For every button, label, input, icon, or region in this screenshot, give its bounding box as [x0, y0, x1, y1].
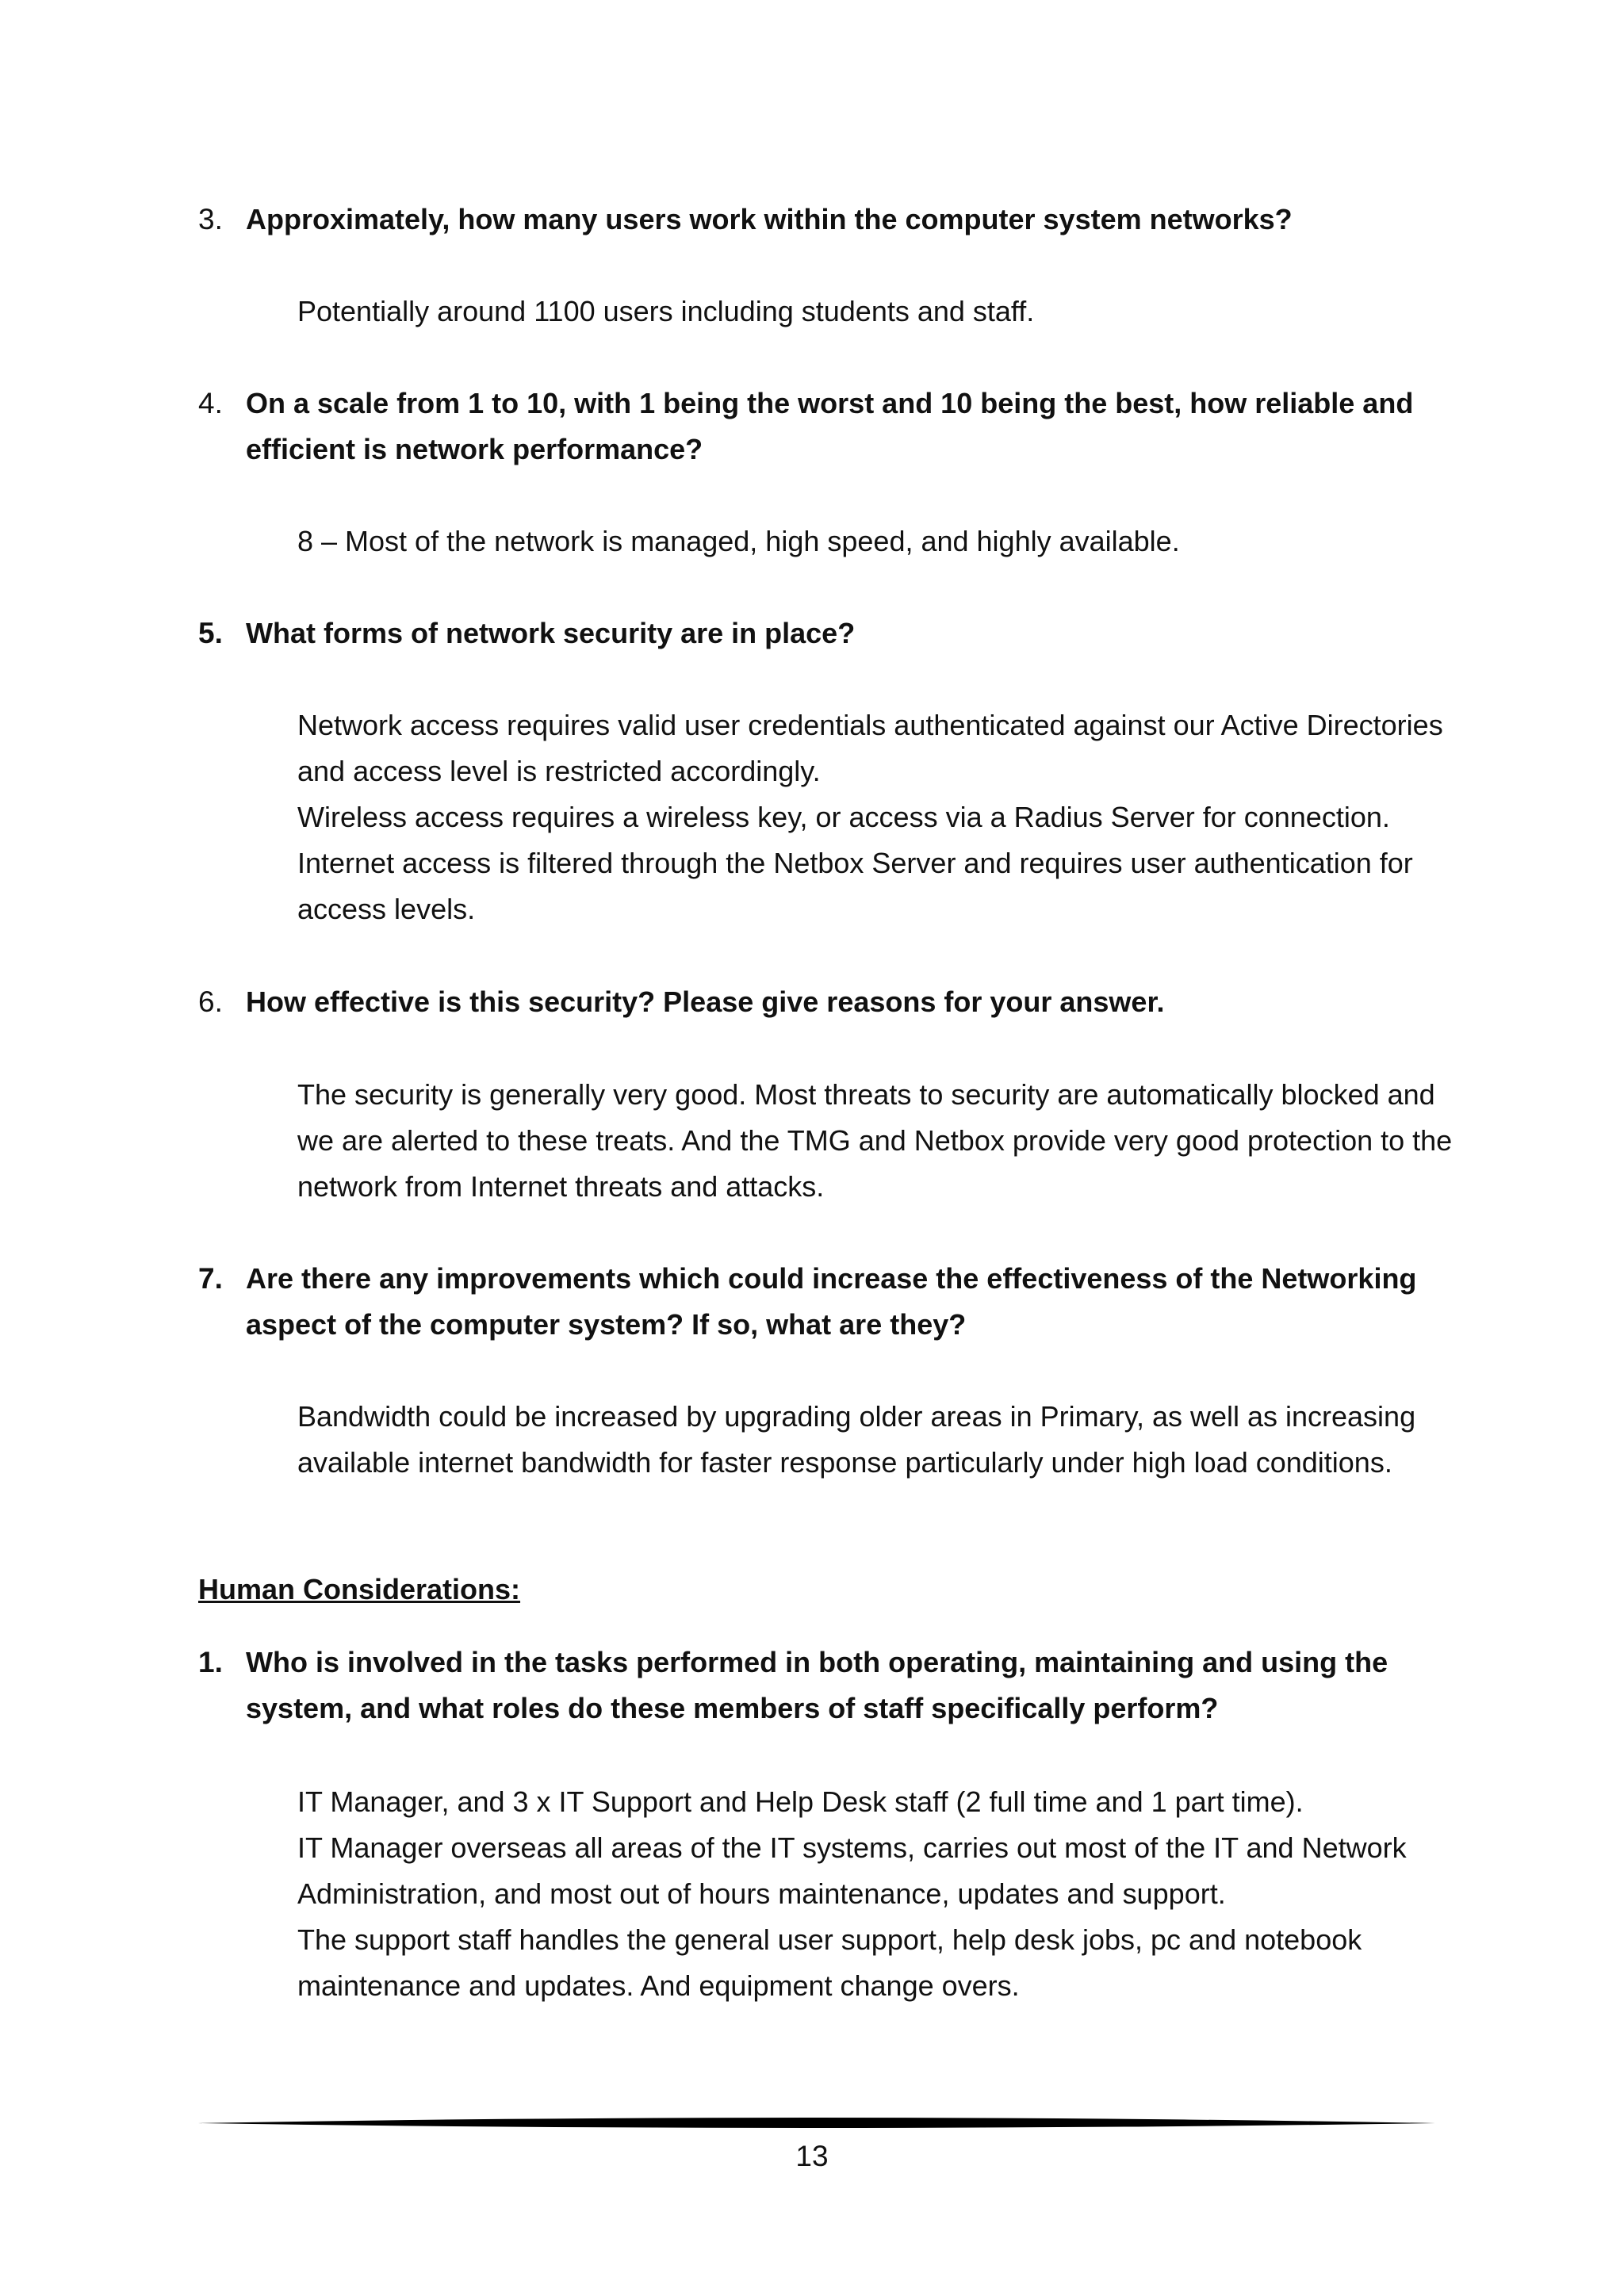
answer-paragraph: The support staff handles the general user support, help desk jobs, pc and notebook maintenance and updates. And equipment change overs. [297, 1923, 1362, 2002]
answer-7 [297, 1394, 1455, 1486]
answer-paragraph: Wireless access requires a wireless key, or access via a Radius Server for connection. [297, 801, 1390, 833]
question-7 [198, 1256, 1451, 1348]
answer-4 [297, 519, 1455, 564]
answer-paragraph: Network access requires valid user credentials authenticated against our Active Directories and access level is restricted accordingly. [297, 709, 1443, 787]
question-text: Who is involved in the tasks performed in both operating, maintaining and using the system, and what roles do these members of staff specifically perform? [246, 1646, 1388, 1724]
question-text: Are there any improvements which could increase the effectiveness of the Networking aspect of the computer system? If so, what are they? [246, 1262, 1417, 1341]
page-number: 13 [795, 2140, 829, 2172]
question-number: 1. [198, 1646, 223, 1678]
answer-paragraph: 8 – Most of the network is managed, high speed, and highly available. [297, 525, 1180, 557]
question-5 [198, 610, 1451, 656]
answer-paragraph: IT Manager, and 3 x IT Support and Help Desk staff (2 full time and 1 part time). [297, 1785, 1304, 1818]
answer-paragraph: Bandwidth could be increased by upgrading older areas in Primary, as well as increasing available internet bandwidth for faster response particularly under high load conditions. [297, 1400, 1416, 1479]
question-number: 7. [198, 1262, 223, 1295]
section-heading: Human Considerations: [198, 1573, 521, 1605]
human-question-1 [198, 1640, 1451, 1732]
question-3 [198, 197, 1451, 243]
question-text: How effective is this security? Please give reasons for your answer. [246, 985, 1165, 1018]
question-number: 5. [198, 617, 223, 649]
question-4 [198, 381, 1451, 473]
question-text: What forms of network security are in place? [246, 617, 856, 649]
answer-5 [297, 702, 1455, 932]
question-text: On a scale from 1 to 10, with 1 being the worst and 10 being the best, how reliable and efficient is network performance? [246, 387, 1414, 465]
question-number: 4. [198, 387, 223, 419]
question-number: 6. [198, 985, 223, 1018]
footer-rule [198, 2114, 1435, 2133]
question-number: 3. [198, 203, 223, 235]
human-answer-1 [297, 1779, 1455, 2009]
answer-6 [297, 1072, 1455, 1210]
answer-paragraph: Potentially around 1100 users including students and staff. [297, 295, 1035, 327]
answer-paragraph: Internet access is filtered through the Netbox Server and requires user authentication for access levels. [297, 847, 1413, 925]
question-text: Approximately, how many users work within the computer system networks? [246, 203, 1293, 235]
answer-paragraph: IT Manager overseas all areas of the IT systems, carries out most of the IT and Network Administration, and most out of hours maintenance, updates and support. [297, 1831, 1407, 1910]
question-6 [198, 979, 1451, 1025]
answer-3 [297, 289, 1455, 335]
answer-paragraph: The security is generally very good. Most threats to security are automatically blocked and we are alerted to these treats. And the TMG and Netbox provide very good protection to the network from Internet threats and attacks. [297, 1078, 1453, 1203]
